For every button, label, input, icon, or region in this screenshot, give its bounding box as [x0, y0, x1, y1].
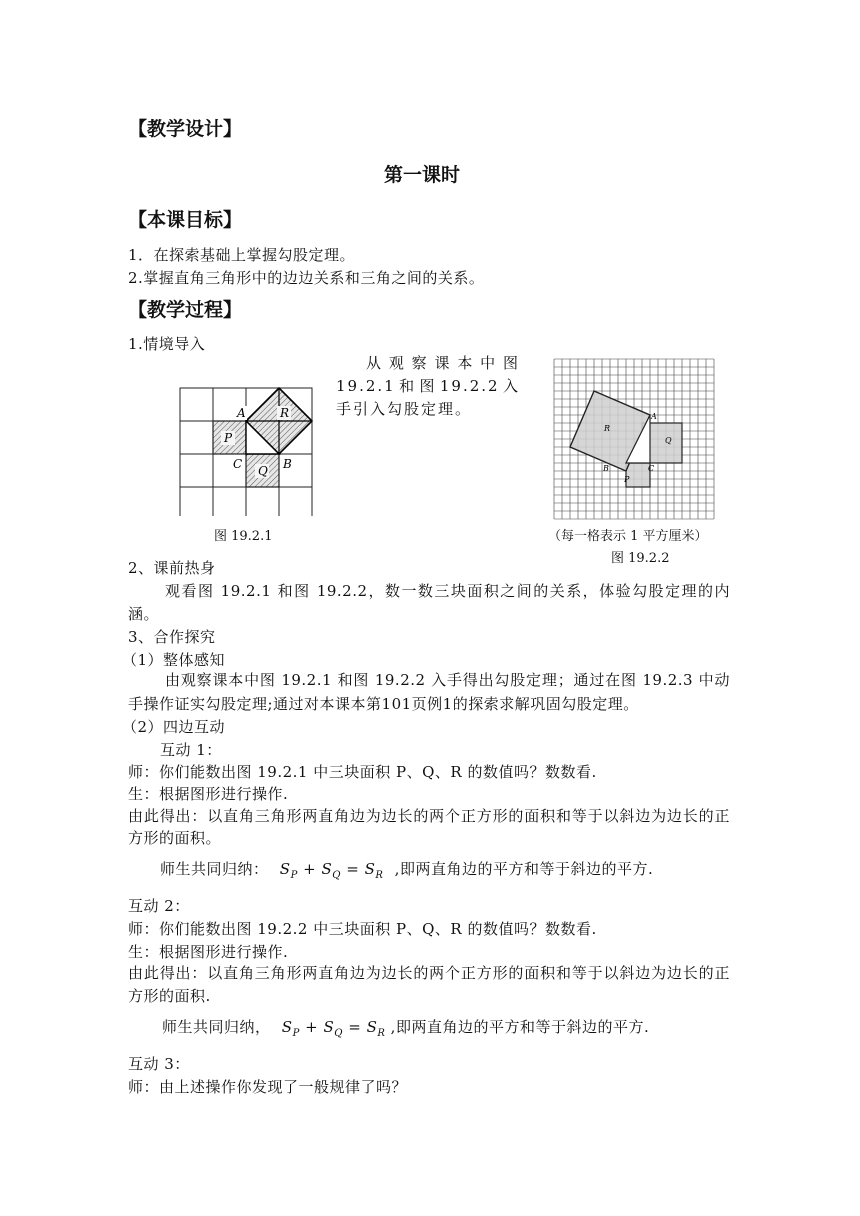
- label-a: A: [651, 412, 657, 421]
- interact1-title: 互动 1：: [160, 741, 222, 759]
- intro-text: 从观察课本中图19.2.1和图19.2.2入手引入勾股定理。: [336, 354, 520, 418]
- interact2-summary: [162, 1016, 649, 1039]
- label-c: C: [648, 464, 655, 473]
- goal-1: 1．在探索基础上掌握勾股定理。: [128, 246, 356, 264]
- explore-sub2: （2）四边互动: [122, 718, 226, 736]
- interact3-title: 互动 3：: [128, 1055, 190, 1073]
- figure-1-caption: 图 19.2.1: [214, 529, 273, 544]
- summary-prefix: 师生共同归纳，: [162, 1018, 271, 1036]
- interact2-title: 互动 2：: [128, 897, 190, 915]
- heading-first-lesson: 第一课时: [384, 164, 461, 186]
- label-q: Q: [665, 436, 672, 445]
- explore-sub1: （1）整体感知: [122, 651, 226, 669]
- explore-sub1-text: 由观察课本中图 19.2.1 和图 19.2.2 入手得出勾股定理；通过在图 19.2.3 中动手操作证实勾股定理;通过对本课本第101页例1的探索求解巩固勾股定理。: [128, 671, 730, 713]
- explore-title: 3、合作探究: [128, 628, 216, 646]
- figure-2-caption: 图 19.2.2: [611, 551, 670, 566]
- label-r: R: [604, 424, 611, 433]
- label-q: Q: [258, 464, 268, 478]
- interact2-student: 生：根据图形进行操作.: [128, 943, 289, 961]
- formula-area-sum: $S_P + S_Q = S_R$: [281, 1018, 386, 1039]
- interact1-student: 生：根据图形进行操作.: [128, 785, 289, 803]
- label-b: B: [603, 464, 609, 473]
- interact1-teacher: 师：你们能数出图 19.2.1 中三块面积 P、Q、R 的数值吗？数数看.: [128, 763, 597, 781]
- summary-prefix: 师生共同归纳：: [160, 860, 269, 878]
- figure-2-note: （每一格表示 1 平方厘米）: [548, 529, 708, 544]
- summary-suffix: ,即两直角边的平方和等于斜边的平方.: [390, 1018, 650, 1036]
- interact2-teacher: 师：你们能数出图 19.2.2 中三块面积 P、Q、R 的数值吗？数数看.: [128, 920, 597, 938]
- interact3-teacher: 师：由上述操作你发现了一般规律了吗？: [128, 1078, 408, 1096]
- label-r: R: [280, 406, 290, 420]
- square-p: [626, 463, 650, 487]
- interact1-conclusion: 由此得出：以直角三角形两直角边为边长的两个正方形的面积和等于以斜边为边长的正方形的面积。: [128, 807, 730, 847]
- warmup-text: 观看图 19.2.1 和图 19.2.2，数一数三块面积之间的关系，体验勾股定理的内涵。: [128, 582, 730, 623]
- label-b: B: [283, 457, 292, 471]
- formula-area-sum: $S_P + S_Q = S_R$: [279, 860, 384, 881]
- heading-teaching-process: 【教学过程】: [128, 299, 243, 321]
- interact1-summary: [160, 858, 653, 881]
- summary-suffix: ,即两直角边的平方和等于斜边的平方.: [394, 860, 654, 878]
- heading-lesson-goals: 【本课目标】: [128, 209, 243, 231]
- label-p: P: [624, 475, 630, 484]
- heading-teaching-design: 【教学设计】: [128, 118, 243, 140]
- interact2-conclusion: 由此得出：以直角三角形两直角边为边长的两个正方形的面积和等于以斜边为边长的正方形的面积.: [128, 964, 730, 1005]
- goal-2: 2.掌握直角三角形中的边边关系和三角之间的关系。: [128, 269, 485, 287]
- label-a: A: [237, 406, 246, 420]
- warmup-title: 2、课前热身: [128, 559, 216, 577]
- intro-title: 1.情境导入: [128, 335, 206, 353]
- label-c: C: [233, 457, 243, 471]
- figure-19-2-1: [176, 384, 322, 516]
- label-p: P: [224, 431, 233, 445]
- figure-19-2-2: [552, 357, 718, 521]
